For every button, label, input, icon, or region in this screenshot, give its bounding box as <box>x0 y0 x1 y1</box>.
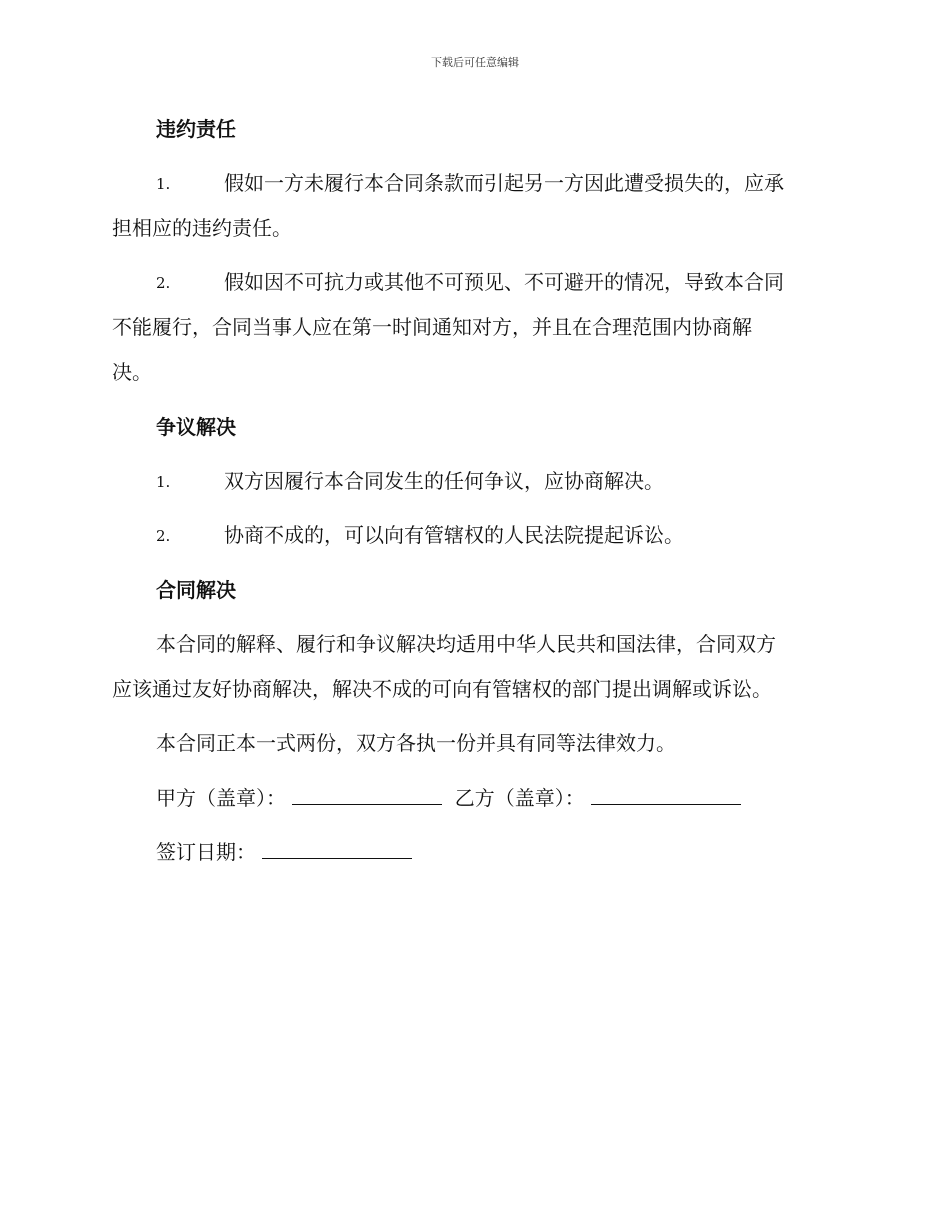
party-b-label: 乙方（盖章）： <box>454 786 585 810</box>
signature-date-row <box>156 840 412 864</box>
item-number: 1. <box>156 175 171 193</box>
party-a-signature-blank <box>292 786 442 805</box>
breach-item-2-line-1: 假如因不可抗力或其他不可预见、不可避开的情况，导致本合同 <box>224 270 784 294</box>
signature-parties-row <box>156 786 741 810</box>
item-number: 1. <box>156 473 171 491</box>
party-b-signature-blank <box>591 786 741 805</box>
section-title-resolution: 合同解决 <box>156 578 236 602</box>
breach-item-2-line-2: 不能履行，合同当事人应在第一时间通知对方，并且在合理范围内协商解 <box>112 315 752 339</box>
party-a-label: 甲方（盖章）： <box>156 786 286 810</box>
dispute-item-1: 双方因履行本合同发生的任何争议，应协商解决。 <box>224 469 664 493</box>
section-title-dispute: 争议解决 <box>156 415 236 439</box>
item-number: 2. <box>156 274 171 292</box>
resolution-para-1-line-2: 应该通过友好协商解决，解决不成的可向有管辖权的部门提出调解或诉讼。 <box>112 677 772 701</box>
resolution-para-1-line-1: 本合同的解释、履行和争议解决均适用中华人民共和国法律，合同双方 <box>156 632 776 656</box>
header-note: 下载后可任意编辑 <box>431 56 519 69</box>
dispute-item-2: 协商不成的，可以向有管辖权的人民法院提起诉讼。 <box>224 523 684 547</box>
item-number: 2. <box>156 527 171 545</box>
date-label: 签订日期： <box>156 840 256 864</box>
resolution-para-2: 本合同正本一式两份，双方各执一份并具有同等法律效力。 <box>156 731 676 755</box>
breach-item-2-line-3: 决。 <box>112 360 152 384</box>
section-title-breach: 违约责任 <box>156 117 236 141</box>
breach-item-1-line-1: 假如一方未履行本合同条款而引起另一方因此遭受损失的，应承 <box>224 171 784 195</box>
breach-item-1-line-2: 担相应的违约责任。 <box>112 216 292 240</box>
date-blank <box>262 840 412 859</box>
